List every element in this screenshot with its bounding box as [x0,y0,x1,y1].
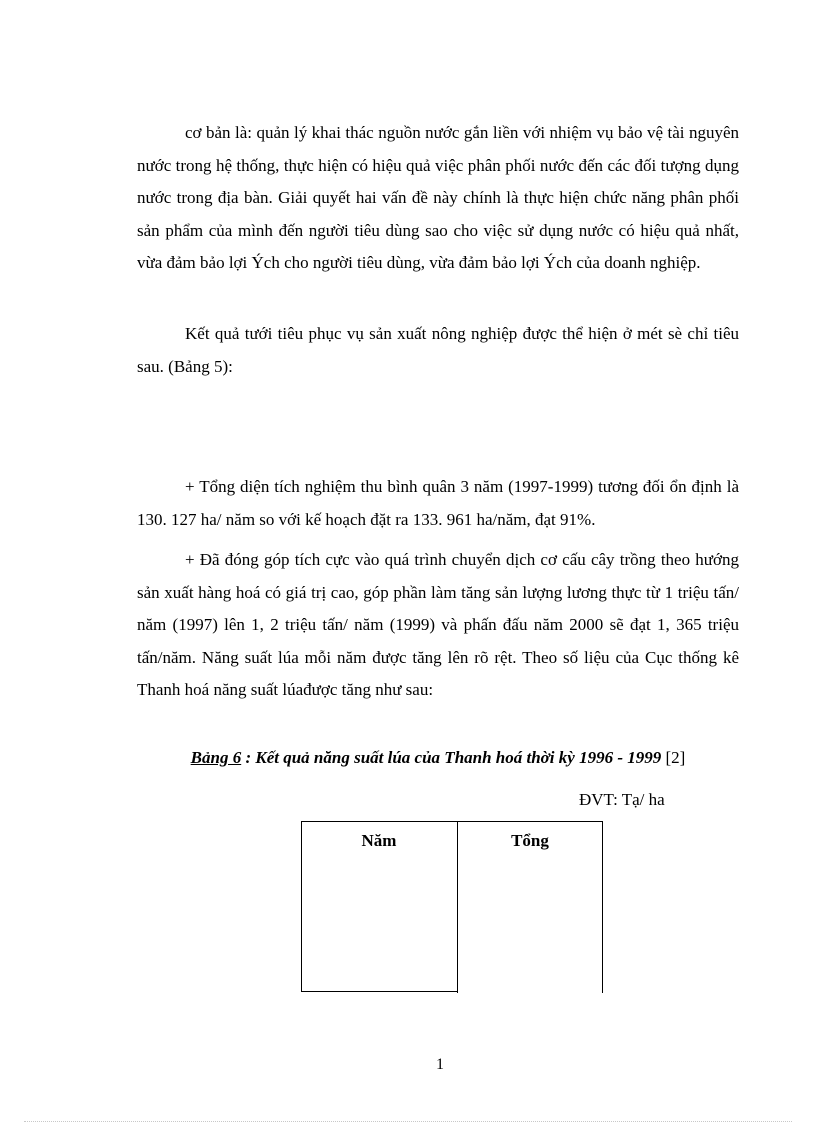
paragraph-crop-structure: + Đã đóng góp tích cực vào quá trình chuyển dịch cơ cấu cây trồng theo hướng sản xuất hàng hoá có giá trị cao, góp phần làm tăng sản lượng lương thực từ 1 triệu tấn/ năm (1997) lên 1, 2 triệu tấn/ năm (1999) và phấn đấu năm 2000 sẽ đạt 1, 365 triệu tấn/năm. Năng suất lúa mỗi năm được tăng lên rõ rệt. Theo số liệu của Cục thống kê Thanh hoá năng suất lúađược tăng như sau: [137,550,739,699]
table-border-right [602,821,603,993]
table-caption-label: Bảng 6 [190,748,242,767]
table-caption-reference: [2] [665,748,686,767]
yield-table [301,821,603,993]
table-unit: ĐVT: Tạ/ ha [579,790,665,809]
table-border-bottom [301,991,458,992]
table-border-top [301,821,603,822]
paragraph-irrigation-results: Kết quả tưới tiêu phục vụ sản xuất nông nghiệp được thể hiện ở mét sè chỉ tiêu sau. (Bảng 5): [137,324,739,376]
table-caption-text: : Kết quả năng suất lúa của Thanh hoá thời kỳ 1996 - 1999 [241,748,666,767]
page-bottom-divider [24,1121,792,1122]
page-number: 1 [436,1056,444,1073]
paragraph-water-management: cơ bản là: quản lý khai thác nguồn nước gắn liền với nhiệm vụ bảo vệ tài nguyên nước trong hệ thống, thực hiện có hiệu quả việc phân phối nước đến các đối tượng dụng nước trong địa bàn. Giải quyết hai vấn đề này chính là thực hiện chức năng phân phối sản phẩm của mình đến người tiêu dùng sao cho việc sử dụng nước có hiệu quả nhất, vừa đảm bảo lợi Ých cho người tiêu dùng, vừa đảm bảo lợi Ých của doanh nghiệp. [137,123,739,272]
table-header-year: Năm [361,831,397,850]
table-caption [137,748,739,768]
table-header-total: Tổng [511,831,549,850]
paragraph-total-area: + Tổng diện tích nghiệm thu bình quân 3 năm (1997-1999) tương đối ổn định là 130. 127 ha/ năm so với kế hoạch đặt ra 133. 961 ha/năm, đạt 91%. [137,477,739,529]
